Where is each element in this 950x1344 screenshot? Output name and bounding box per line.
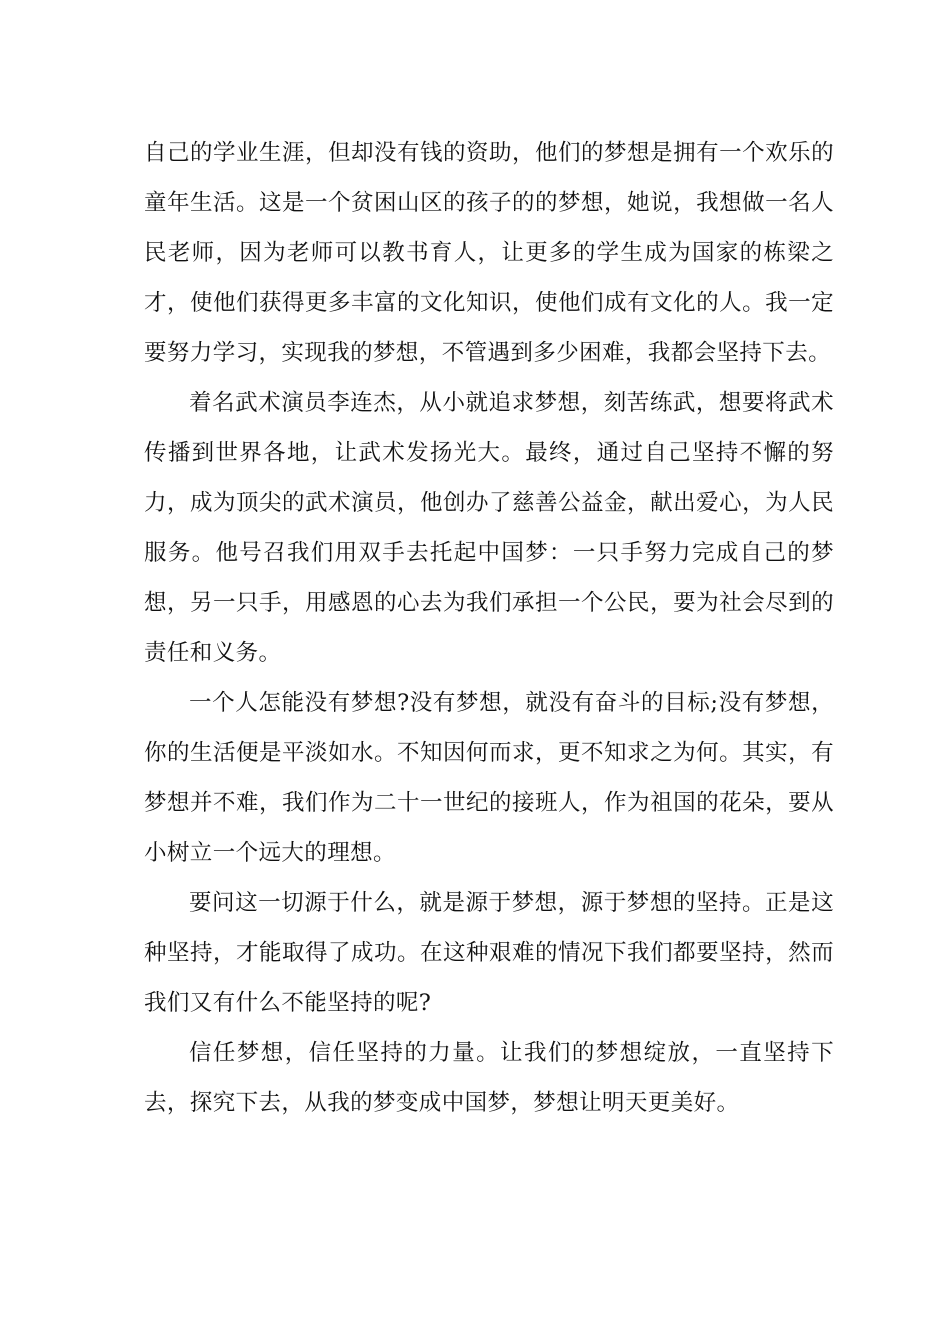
document-body <box>144 128 834 1128</box>
paragraph-1: 自己的学业生涯，但却没有钱的资助，他们的梦想是拥有一个欢乐的童年生活。这是一个贫困山区的孩子的的梦想，她说，我想做一名人民老师，因为老师可以教书育人，让更多的学生成为国家的栋梁之才，使他们获得更多丰富的文化知识，使他们成有文化的人。我一定要努力学习，实现我的梦想，不管遇到多少困难，我都会坚持下去。 <box>144 140 834 366</box>
paragraph-2: 着名武术演员李连杰，从小就追求梦想，刻苦练武，想要将武术传播到世界各地，让武术发扬光大。最终，通过自己坚持不懈的努力，成为顶尖的武术演员，他创办了慈善公益金，献出爱心，为人民服务。他号召我们用双手去托起中国梦：一只手努力完成自己的梦想，另一只手，用感恩的心去为我们承担一个公民，要为社会尽到的责任和义务。 <box>144 390 834 666</box>
paragraph-3: 一个人怎能没有梦想?没有梦想，就没有奋斗的目标;没有梦想，你的生活便是平淡如水。不知因何而求，更不知求之为何。其实，有梦想并不难，我们作为二十一世纪的接班人，作为祖国的花朵，要从小树立一个远大的理想。 <box>144 690 834 866</box>
paragraph-5: 信任梦想，信任坚持的力量。让我们的梦想绽放，一直坚持下去，探究下去，从我的梦变成中国梦，梦想让明天更美好。 <box>144 1040 834 1116</box>
paragraph-4: 要问这一切源于什么，就是源于梦想，源于梦想的坚持。正是这种坚持，才能取得了成功。在这种艰难的情况下我们都要坚持，然而我们又有什么不能坚持的呢? <box>144 890 834 1016</box>
